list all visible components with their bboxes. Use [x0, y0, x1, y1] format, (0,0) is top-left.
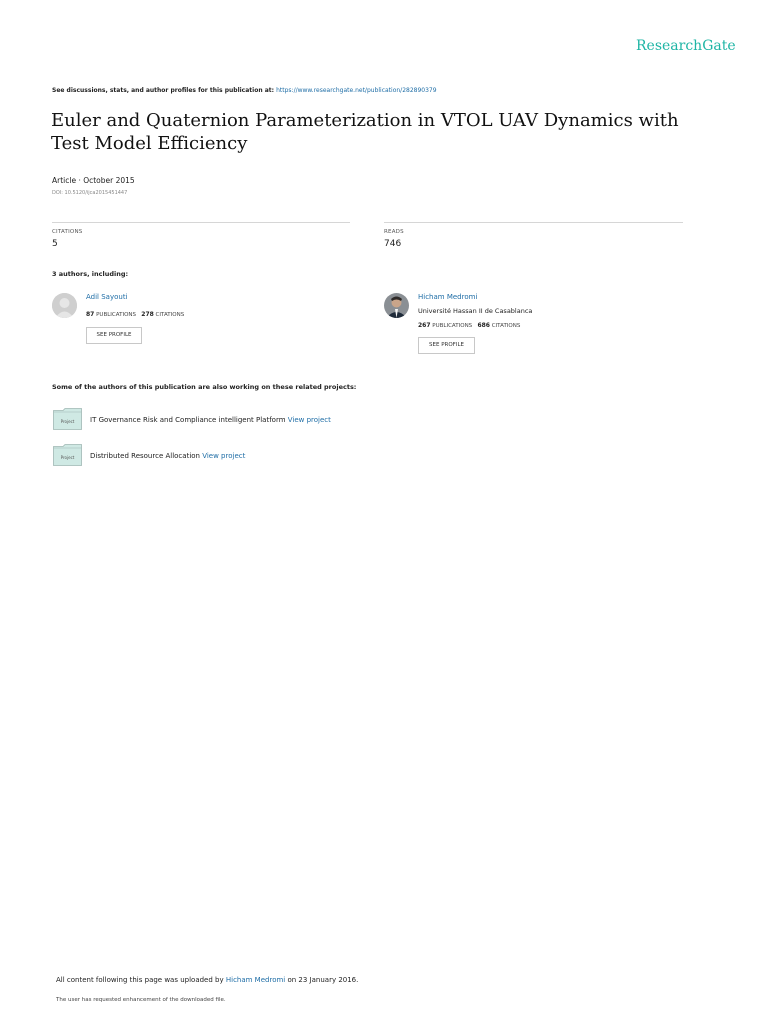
project-item-1 [90, 416, 331, 424]
uploader-link[interactable]: Hicham Medromi [225, 976, 286, 984]
upload-suffix: on 23 January 2016. [287, 976, 359, 984]
project-title: IT Governance Risk and Compliance intelligent Platform [90, 416, 286, 424]
reads-label: READS [384, 229, 404, 235]
citations-count: 686 [477, 322, 490, 329]
author-affiliation-medromi: Université Hassan II de Casablanca [418, 307, 533, 315]
see-profile-button-medromi[interactable]: SEE PROFILE [418, 337, 475, 354]
author-name-sayouti[interactable]: Adil Sayouti [86, 293, 128, 301]
doi-text: DOI: 10.5120/ijca2015451447 [52, 190, 128, 196]
project-folder-icon [53, 444, 82, 466]
project-folder-icon [53, 408, 82, 430]
authors-heading: 3 authors, including: [52, 270, 129, 278]
author-stats-medromi [418, 322, 520, 329]
citations-label: CITATIONS [155, 312, 185, 318]
article-meta: Article · October 2015 [52, 176, 135, 185]
publications-count: 87 [86, 311, 95, 318]
upload-note [56, 976, 358, 984]
publications-count: 267 [418, 322, 431, 329]
discussion-text: See discussions, stats, and author profiles for this publication at: [52, 87, 275, 94]
citations-label: CITATIONS [52, 229, 83, 235]
publications-label: PUBLICATIONS [96, 312, 137, 318]
see-profile-button-sayouti[interactable]: SEE PROFILE [86, 327, 142, 344]
project-icon-label: Project [60, 455, 75, 460]
view-project-link[interactable]: View project [202, 452, 246, 460]
discussion-line [52, 87, 437, 94]
publications-label: PUBLICATIONS [432, 323, 473, 329]
author-photo[interactable] [384, 293, 409, 318]
citations-label: CITATIONS [491, 323, 521, 329]
generic-avatar-icon[interactable] [52, 293, 77, 318]
enhancement-note: The user has requested enhancement of the downloaded file. [56, 997, 226, 1003]
publication-url-link[interactable]: https://www.researchgate.net/publication/282890379 [276, 87, 437, 94]
citations-count: 278 [141, 311, 154, 318]
paper-title: Euler and Quaternion Parameterization in VTOL UAV Dynamics with Test Model Efficiency [51, 110, 679, 154]
upload-prefix: All content following this page was uploaded by [56, 976, 224, 984]
reads-divider [384, 222, 683, 223]
citations-divider [52, 222, 350, 223]
author-name-medromi[interactable]: Hicham Medromi [418, 293, 478, 301]
related-projects-heading: Some of the authors of this publication are also working on these related projects: [52, 383, 357, 391]
project-icon-label: Project [60, 419, 75, 424]
view-project-link[interactable]: View project [287, 416, 331, 424]
project-title: Distributed Resource Allocation [90, 452, 200, 460]
project-item-2 [90, 452, 245, 460]
reads-value: 746 [384, 239, 402, 249]
citations-value: 5 [52, 239, 58, 249]
researchgate-logo[interactable]: ResearchGate [636, 38, 736, 54]
author-stats-sayouti [86, 311, 184, 318]
